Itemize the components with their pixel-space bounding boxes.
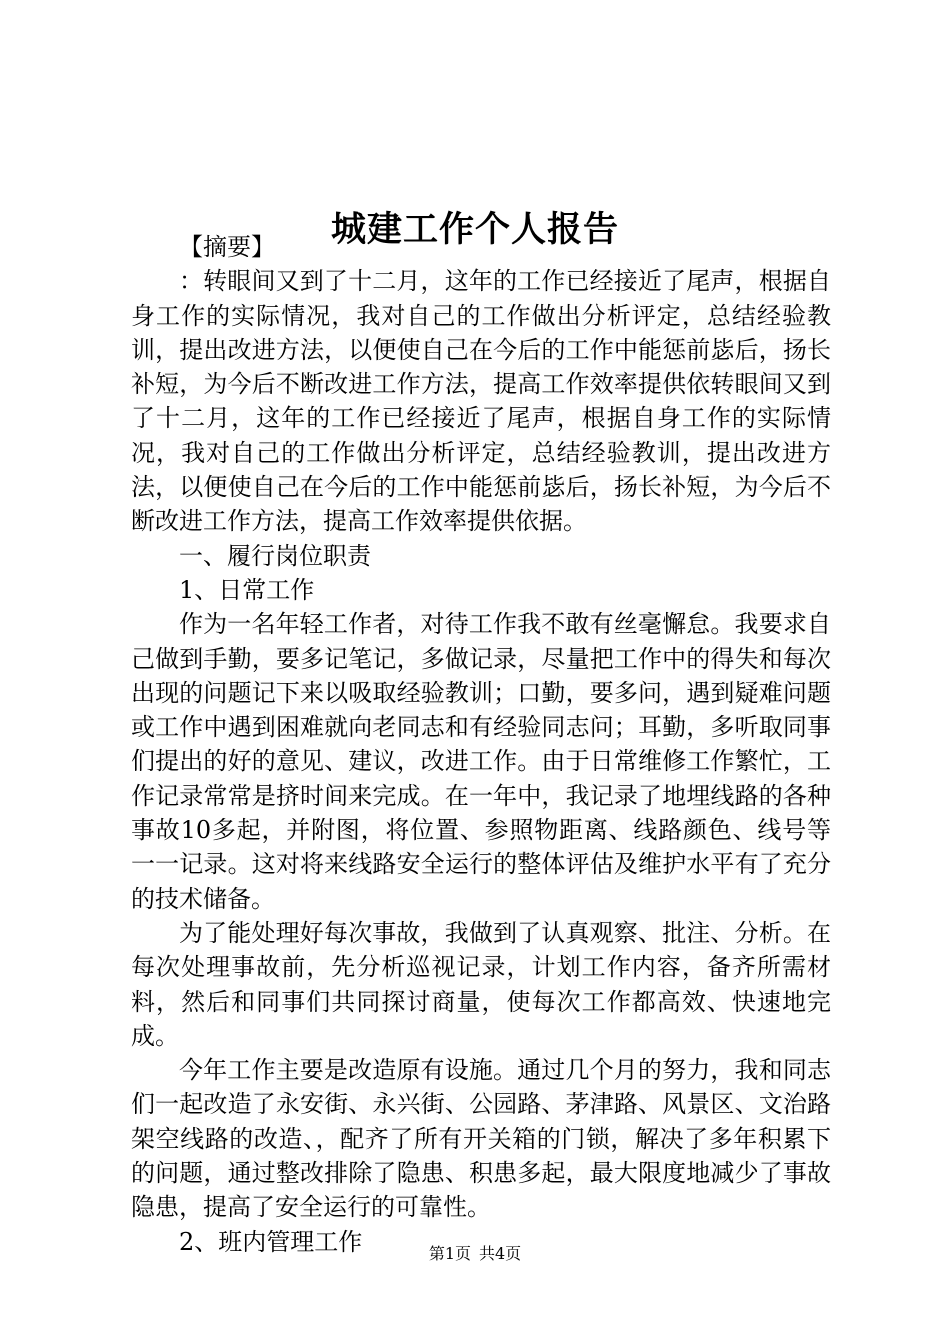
body-paragraph: 今年工作主要是改造原有设施。通过几个月的努力，我和同志们一起改造了永安街、永兴街、公园路、茅津路、风景区、文治路架空线路的改造、，配齐了所有开关箱的门锁，解决了多年积累下的问题，通过整改排除了隐患、积患多起，最大限度地减少了事故隐患，提高了安全运行的可靠性。 bbox=[131, 1056, 831, 1222]
abstract-heading: 【摘要】 bbox=[179, 233, 275, 261]
subsection-heading-1: 1、日常工作 bbox=[179, 575, 315, 604]
document-title: 城建工作个人报告 bbox=[330, 209, 619, 251]
section-heading-1: 一、履行岗位职责 bbox=[179, 541, 371, 570]
body-paragraph: 为了能处理好每次事故，我做到了认真观察、批注、分析。在每次处理事故前，先分析巡视记录，计划工作内容，备齐所需材料，然后和同事们共同探讨商量，使每次工作都高效、快速地完成。 bbox=[131, 918, 831, 1050]
document-body bbox=[131, 230, 831, 1259]
page-footer bbox=[0, 1242, 950, 1266]
subsection-heading-2: 2、班内管理工作 bbox=[179, 1227, 363, 1256]
abstract-paragraph: ：转眼间又到了十二月，这年的工作已经接近了尾声，根据自身工作的实际情况，我对自己的工作做出分析评定，总结经验教训，提出改进方法，以便使自己在今后的工作中能惩前毖后，扬长补短，为今后不断改进工作方法，提高工作效率提供依转眼间又到了十二月，这年的工作已经接近了尾声，根据自身工作的实际情况，我对自己的工作做出分析评定，总结经验教训，提出改进方法，以便使自己在今后的工作中能惩前毖后，扬长补短，为今后不断改进工作方法，提高工作效率提供依据。 bbox=[131, 267, 831, 536]
body-paragraph: 作为一名年轻工作者，对待工作我不敢有丝毫懈怠。我要求自己做到手勤，要多记笔记，多做记录，尽量把工作中的得失和每次出现的问题记下来以吸取经验教训；口勤，要多问，遇到疑难问题或工作中遇到困难就向老同志和有经验同志问；耳勤，多听取同事们提出的好的意见、建议，改进工作。由于日常维修工作繁忙，工作记录常常是挤时间来完成。在一年中，我记录了地埋线路的各种事故10多起，并附图，将位置、参照物距离、线路颜色、线号等一一记录。这对将来线路安全运行的整体评估及维护水平有了充分的技术储备。 bbox=[131, 610, 831, 913]
page-number: 第1页 bbox=[428, 1244, 471, 1263]
page-total: 共4页 bbox=[479, 1244, 522, 1263]
